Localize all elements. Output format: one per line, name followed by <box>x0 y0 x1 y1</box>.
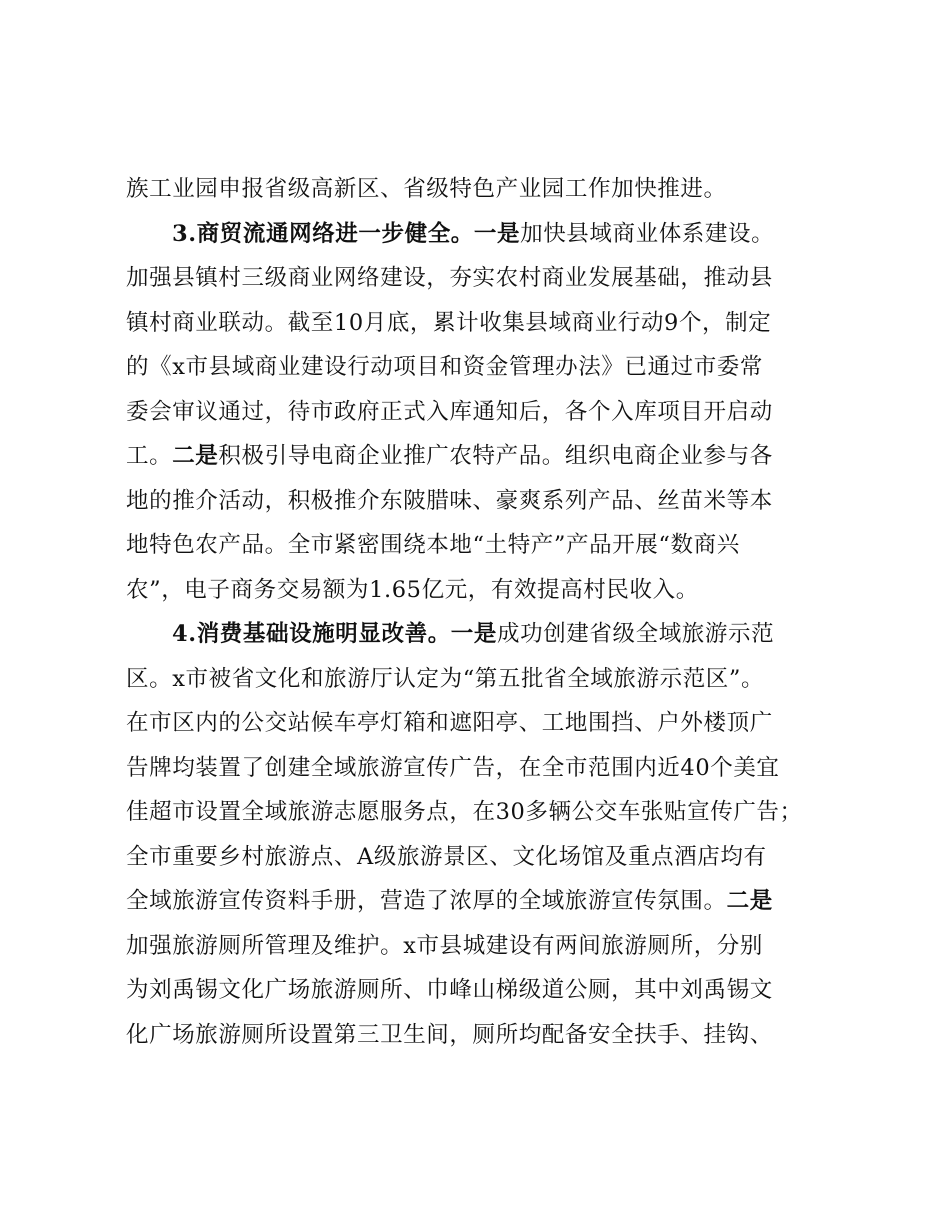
text-line <box>126 301 846 346</box>
text-run: 加快县域商业体系建设。 <box>520 220 775 247</box>
text-line <box>126 390 846 435</box>
text-run: 告牌均装置了创建全域旅游宣传广告，在全市范围内近40个美宜 <box>126 754 780 781</box>
text-line <box>126 256 846 301</box>
text-line <box>126 345 846 390</box>
text-run: 族工业园申报省级高新区、省级特色产业园工作加快推进。 <box>126 176 727 202</box>
bold-text-run: 二是 <box>726 888 773 914</box>
text-line <box>126 212 846 257</box>
text-run: 积极引导电商企业推广农特产品。组织电商企业参与各 <box>218 443 773 469</box>
text-line <box>126 523 846 568</box>
text-run: 成功创建省级全域旅游示范 <box>497 621 775 647</box>
text-run: 化广场旅游厕所设置第三卫生间，厕所均配备安全扶手、挂钩、 <box>126 1021 773 1048</box>
text-line <box>126 657 846 702</box>
text-run: 全市重要乡村旅游点、A级旅游景区、文化场馆及重点酒店均有 <box>126 843 767 870</box>
text-line <box>126 479 846 524</box>
text-run: 镇村商业联动。截至10月底，累计收集县域商业行动9个，制定 <box>126 309 772 336</box>
text-run: 佳超市设置全域旅游志愿服务点，在30多辆公交车张贴宣传广告； <box>126 799 803 825</box>
text-line <box>126 790 846 835</box>
text-line <box>126 968 846 1013</box>
text-line <box>126 924 846 969</box>
document-body <box>126 167 846 1057</box>
text-run: 为刘禹锡文化广场旅游厕所、巾峰山梯级道公厕，其中刘禹锡文 <box>126 977 773 1003</box>
text-run: 全域旅游宣传资料手册，营造了浓厚的全域旅游宣传氛围。 <box>126 888 727 914</box>
text-run: 地特色农产品。全市紧密围绕本地“土特产”产品开展“数商兴 <box>126 532 740 558</box>
text-line <box>126 612 846 657</box>
text-run: 区。x市被省文化和旅游厅认定为“第五批省全域旅游示范区”。 <box>126 665 765 692</box>
bold-text-run: 一是 <box>473 220 521 247</box>
text-run: 委会审议通过，待市政府正式入库通知后，各个入库项目开启动 <box>126 398 773 425</box>
text-line <box>126 167 846 212</box>
text-line <box>126 1013 846 1058</box>
text-line <box>126 568 846 613</box>
text-line <box>126 879 846 924</box>
text-line <box>126 434 846 479</box>
bold-text-run: 3.商贸流通网络进一步健全。 <box>172 220 474 247</box>
text-run: 加强旅游厕所管理及维护。x市县城建设有两间旅游厕所，分别 <box>126 932 763 959</box>
text-line <box>126 746 846 791</box>
text-run: 加强县镇村三级商业网络建设，夯实农村商业发展基础，推动县 <box>126 265 773 291</box>
text-run: 在市区内的公交站候车亭灯箱和遮阳亭、工地围挡、户外楼顶广 <box>126 710 773 736</box>
bold-text-run: 一是 <box>450 621 497 647</box>
text-run: 地的推介活动，积极推介东陂腊味、豪爽系列产品、丝苗米等本 <box>126 487 773 514</box>
text-line <box>126 835 846 880</box>
text-run: 的《x市县域商业建设行动项目和资金管理办法》已通过市委常 <box>126 354 763 380</box>
text-run: 工。 <box>126 443 173 469</box>
text-run: 农”，电子商务交易额为1.65亿元，有效提高村民收入。 <box>126 576 699 603</box>
bold-text-run: 4.消费基础设施明显改善。 <box>172 621 451 647</box>
bold-text-run: 二是 <box>172 443 219 469</box>
text-line <box>126 701 846 746</box>
